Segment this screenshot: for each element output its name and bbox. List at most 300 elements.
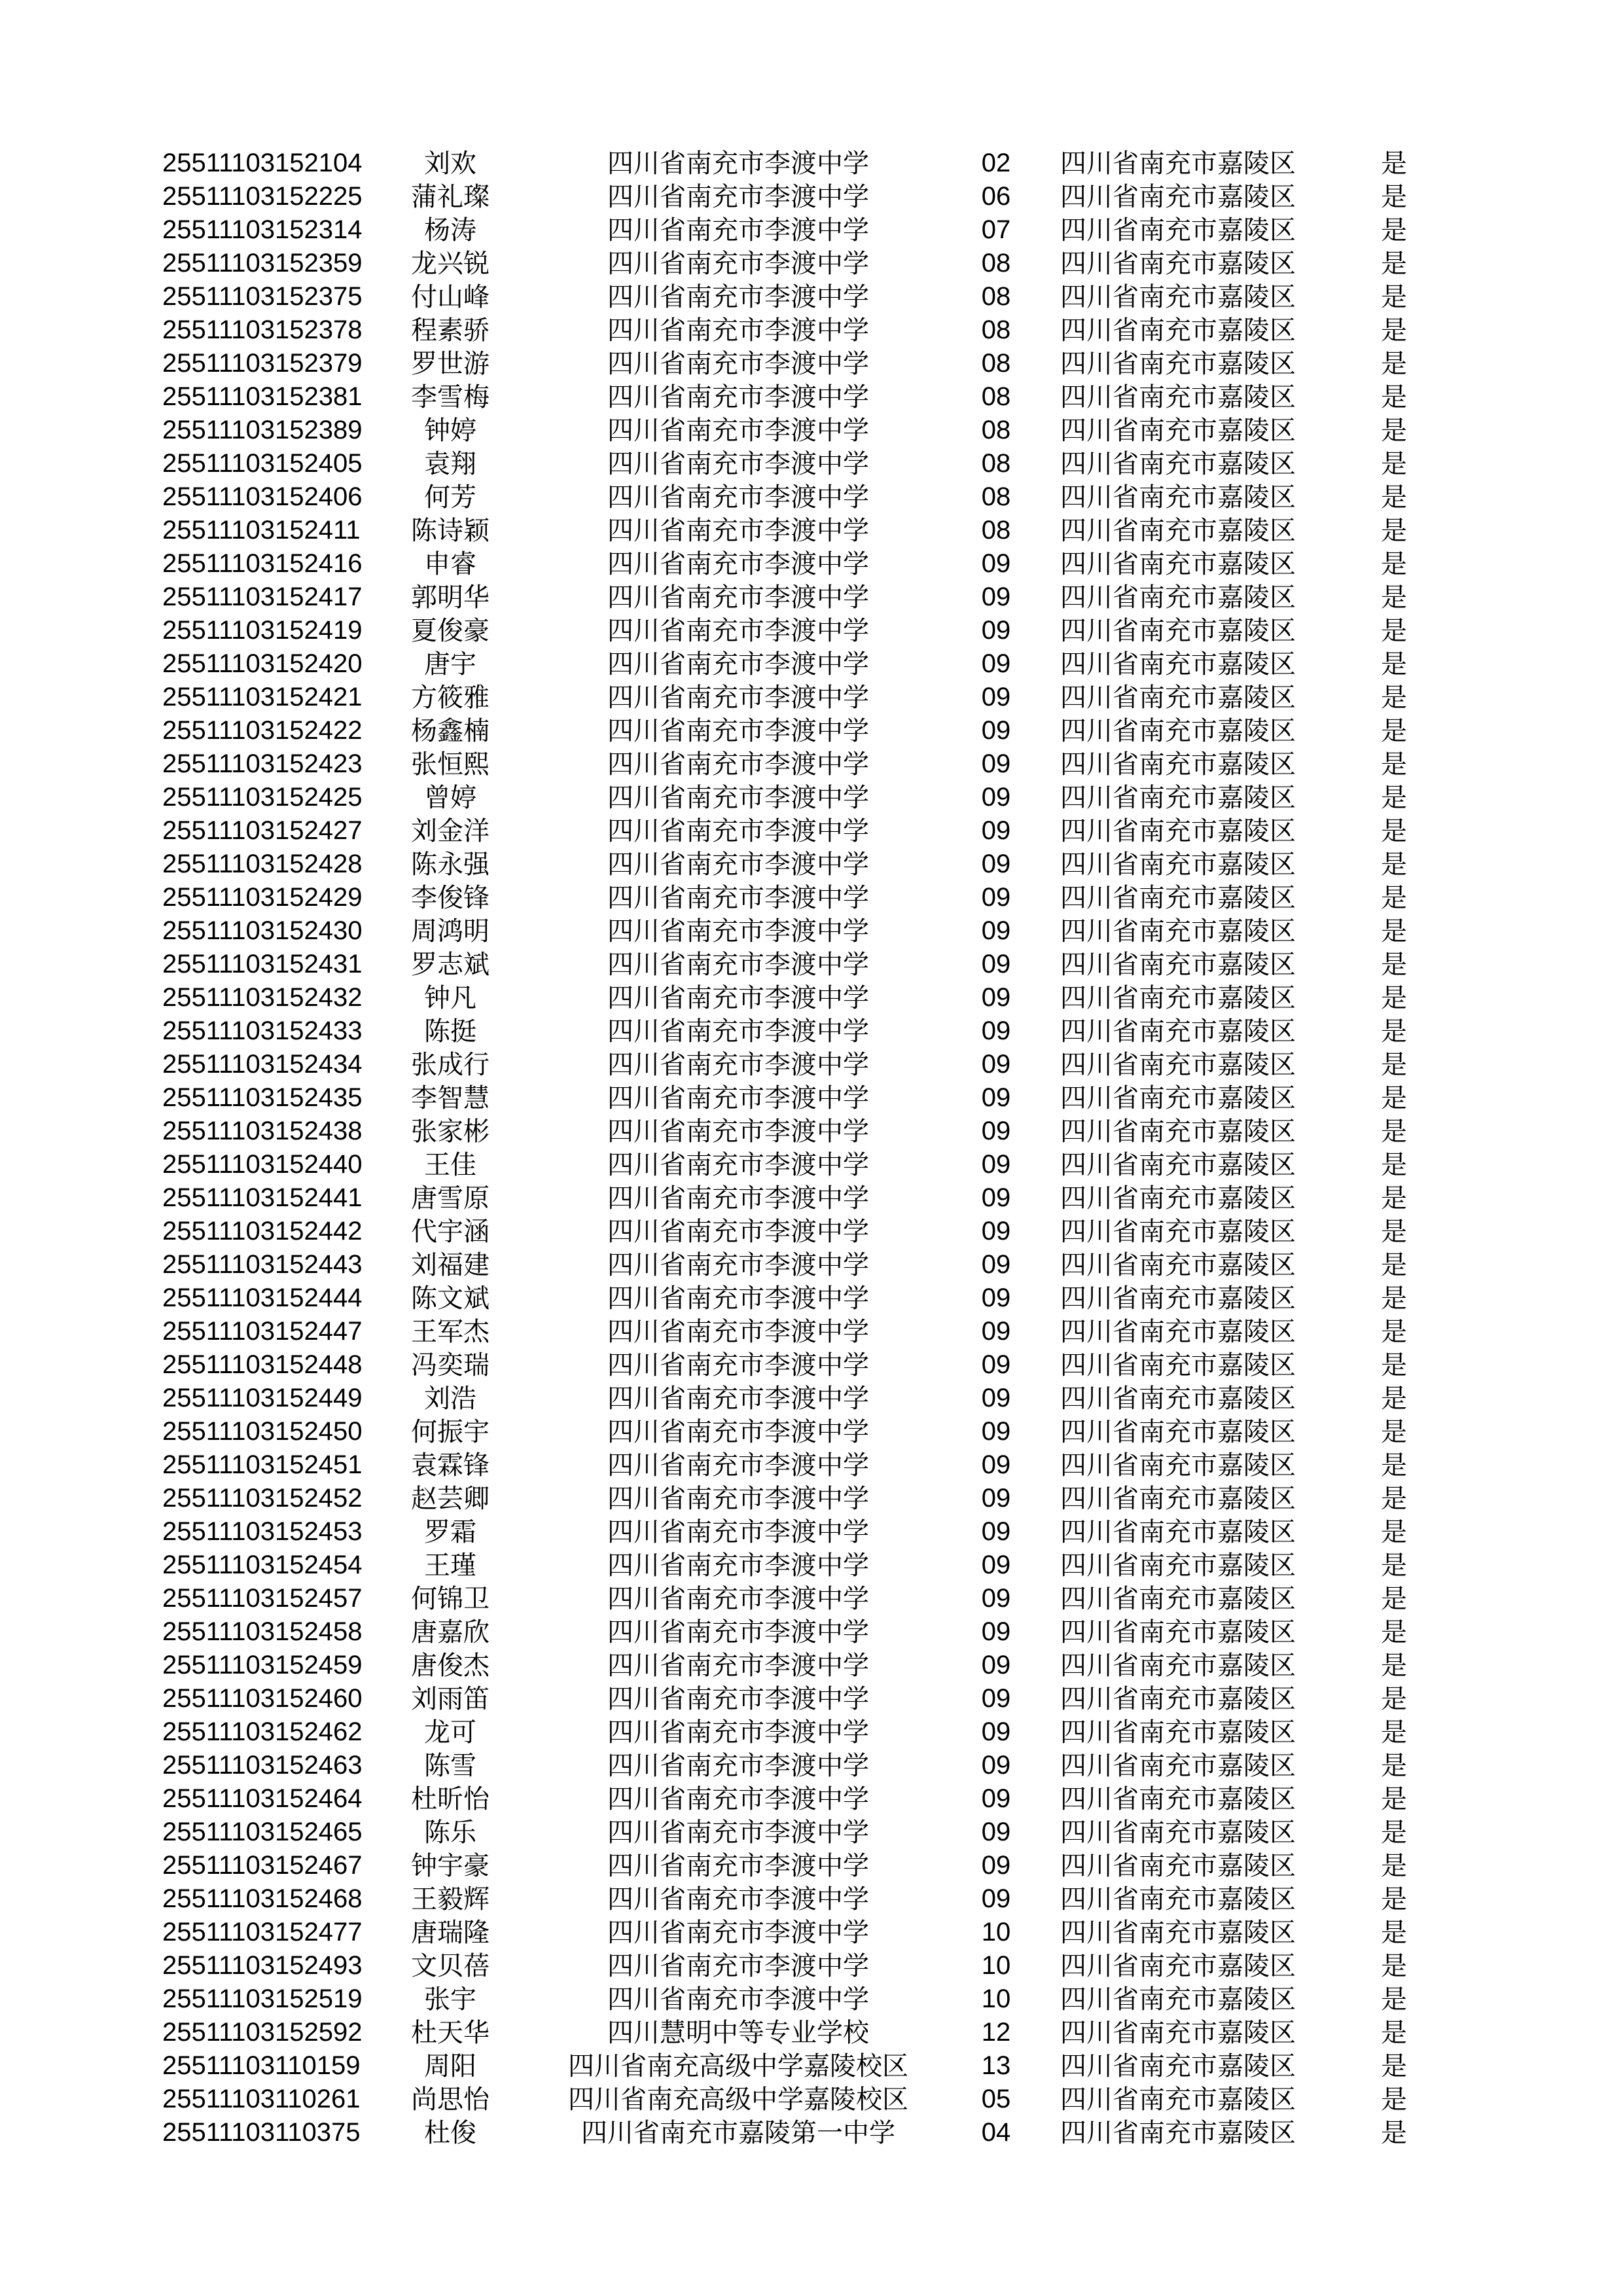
- exam-id-cell: 25511103152493: [162, 1951, 363, 1980]
- class-cell: 09: [981, 1551, 1011, 1579]
- district-cell: 四川省南充市嘉陵区: [1060, 2051, 1296, 2081]
- exam-id-cell: 25511103152429: [162, 883, 363, 912]
- school-cell: 四川省南充市李渡中学: [607, 1984, 869, 2014]
- district-cell: 四川省南充市嘉陵区: [1060, 1951, 1296, 1981]
- table-row: [0, 1816, 1623, 1849]
- exam-id-cell: 25511103152359: [162, 249, 363, 278]
- confirmed-cell: 是: [1381, 916, 1407, 946]
- name-cell: 陈乐: [424, 1818, 476, 1847]
- table-row: [0, 948, 1623, 981]
- confirmed-cell: 是: [1381, 1183, 1407, 1213]
- school-cell: 四川省南充市李渡中学: [607, 1317, 869, 1346]
- confirmed-cell: 是: [1381, 1851, 1407, 1880]
- confirmed-cell: 是: [1381, 816, 1407, 846]
- table-row: [0, 380, 1623, 414]
- confirmed-cell: 是: [1381, 649, 1407, 679]
- school-cell: 四川省南充市李渡中学: [607, 1083, 869, 1113]
- class-cell: 08: [981, 249, 1011, 278]
- class-cell: 09: [981, 1818, 1011, 1846]
- name-cell: 方筱雅: [411, 683, 490, 712]
- district-cell: 四川省南充市嘉陵区: [1060, 1984, 1296, 2014]
- table-row: [0, 2083, 1623, 2116]
- confirmed-cell: 是: [1381, 1584, 1407, 1613]
- confirmed-cell: 是: [1381, 482, 1407, 512]
- class-cell: 08: [981, 349, 1011, 378]
- confirmed-cell: 是: [1381, 1117, 1407, 1146]
- school-cell: 四川省南充市李渡中学: [607, 1417, 869, 1446]
- district-cell: 四川省南充市嘉陵区: [1060, 1183, 1296, 1213]
- table-row: [0, 1181, 1623, 1215]
- district-cell: 四川省南充市嘉陵区: [1060, 2085, 1296, 2114]
- name-cell: 何锦卫: [411, 1584, 490, 1613]
- class-cell: 09: [981, 1016, 1011, 1045]
- exam-id-cell: 25511103152465: [162, 1818, 363, 1846]
- school-cell: 四川省南充市李渡中学: [607, 983, 869, 1013]
- name-cell: 罗志斌: [411, 950, 490, 979]
- confirmed-cell: 是: [1381, 282, 1407, 312]
- name-cell: 申睿: [424, 549, 476, 579]
- class-cell: 02: [981, 149, 1011, 177]
- district-cell: 四川省南充市嘉陵区: [1060, 1651, 1296, 1680]
- confirmed-cell: 是: [1381, 1417, 1407, 1446]
- name-cell: 王佳: [424, 1150, 476, 1179]
- exam-id-cell: 25511103152419: [162, 616, 363, 645]
- district-cell: 四川省南充市嘉陵区: [1060, 1250, 1296, 1280]
- name-cell: 尚思怡: [411, 2085, 490, 2114]
- school-cell: 四川省南充市李渡中学: [607, 1450, 869, 1480]
- confirmed-cell: 是: [1381, 1984, 1407, 2014]
- name-cell: 龙兴锐: [411, 249, 490, 278]
- exam-id-cell: 25511103152225: [162, 182, 363, 211]
- district-cell: 四川省南充市嘉陵区: [1060, 1050, 1296, 1079]
- table-row: [0, 681, 1623, 714]
- exam-id-cell: 25511103152453: [162, 1517, 363, 1546]
- class-cell: 09: [981, 816, 1011, 845]
- confirmed-cell: 是: [1381, 249, 1407, 278]
- table-row: [0, 547, 1623, 581]
- district-cell: 四川省南充市嘉陵区: [1060, 1884, 1296, 1914]
- confirmed-cell: 是: [1381, 449, 1407, 478]
- name-cell: 杜俊: [424, 2118, 476, 2147]
- table-row: [0, 480, 1623, 514]
- confirmed-cell: 是: [1381, 1784, 1407, 1814]
- class-cell: 09: [981, 1083, 1011, 1112]
- exam-id-cell: 25511103152459: [162, 1651, 363, 1679]
- class-cell: 09: [981, 616, 1011, 645]
- class-cell: 08: [981, 449, 1011, 478]
- confirmed-cell: 是: [1381, 1450, 1407, 1480]
- confirmed-cell: 是: [1381, 1317, 1407, 1346]
- district-cell: 四川省南充市嘉陵区: [1060, 315, 1296, 345]
- confirmed-cell: 是: [1381, 749, 1407, 779]
- class-cell: 13: [981, 2051, 1011, 2080]
- exam-id-cell: 25511103152441: [162, 1183, 363, 1212]
- district-cell: 四川省南充市嘉陵区: [1060, 1584, 1296, 1613]
- table-row: [0, 1582, 1623, 1615]
- table-row: [0, 1014, 1623, 1048]
- exam-id-cell: 25511103152433: [162, 1016, 363, 1045]
- confirmed-cell: 是: [1381, 1250, 1407, 1280]
- class-cell: 12: [981, 2018, 1011, 2047]
- district-cell: 四川省南充市嘉陵区: [1060, 916, 1296, 946]
- name-cell: 李智慧: [411, 1083, 490, 1113]
- district-cell: 四川省南充市嘉陵区: [1060, 549, 1296, 579]
- table-row: [0, 314, 1623, 347]
- student-table: [0, 147, 1623, 2149]
- confirmed-cell: 是: [1381, 549, 1407, 579]
- school-cell: 四川省南充市李渡中学: [607, 1884, 869, 1914]
- class-cell: 09: [981, 1851, 1011, 1880]
- confirmed-cell: 是: [1381, 850, 1407, 879]
- table-row: [0, 1148, 1623, 1181]
- exam-id-cell: 25511103152464: [162, 1784, 363, 1813]
- exam-id-cell: 25511103152460: [162, 1684, 363, 1713]
- school-cell: 四川省南充市李渡中学: [607, 1551, 869, 1580]
- table-row: [0, 1916, 1623, 1949]
- class-cell: 09: [981, 883, 1011, 912]
- table-row: [0, 781, 1623, 814]
- confirmed-cell: 是: [1381, 2118, 1407, 2147]
- name-cell: 张恒熙: [411, 749, 490, 779]
- name-cell: 陈文斌: [411, 1283, 490, 1313]
- table-row: [0, 1348, 1623, 1382]
- class-cell: 09: [981, 749, 1011, 778]
- district-cell: 四川省南充市嘉陵区: [1060, 1751, 1296, 1780]
- school-cell: 四川省南充市李渡中学: [607, 149, 869, 178]
- exam-id-cell: 25511103152468: [162, 1884, 363, 1913]
- name-cell: 杨鑫楠: [411, 716, 490, 745]
- exam-id-cell: 25511103152451: [162, 1450, 363, 1479]
- district-cell: 四川省南充市嘉陵区: [1060, 1717, 1296, 1747]
- school-cell: 四川省南充市李渡中学: [607, 1283, 869, 1313]
- confirmed-cell: 是: [1381, 516, 1407, 545]
- school-cell: 四川省南充市李渡中学: [607, 215, 869, 245]
- table-row: [0, 1248, 1623, 1282]
- district-cell: 四川省南充市嘉陵区: [1060, 382, 1296, 412]
- confirmed-cell: 是: [1381, 1717, 1407, 1747]
- class-cell: 09: [981, 583, 1011, 611]
- table-row: [0, 414, 1623, 447]
- school-cell: 四川省南充市李渡中学: [607, 449, 869, 478]
- name-cell: 袁翔: [424, 449, 476, 478]
- name-cell: 钟宇豪: [411, 1851, 490, 1880]
- school-cell: 四川省南充市李渡中学: [607, 349, 869, 378]
- class-cell: 08: [981, 282, 1011, 311]
- name-cell: 杜天华: [411, 2018, 490, 2047]
- class-cell: 08: [981, 315, 1011, 344]
- class-cell: 05: [981, 2085, 1011, 2113]
- district-cell: 四川省南充市嘉陵区: [1060, 883, 1296, 912]
- school-cell: 四川省南充市李渡中学: [607, 1651, 869, 1680]
- exam-id-cell: 25511103152431: [162, 950, 363, 978]
- confirmed-cell: 是: [1381, 1551, 1407, 1580]
- class-cell: 09: [981, 1584, 1011, 1613]
- table-row: [0, 848, 1623, 881]
- table-row: [0, 1282, 1623, 1315]
- school-cell: 四川省南充市李渡中学: [607, 1183, 869, 1213]
- class-cell: 09: [981, 850, 1011, 878]
- confirmed-cell: 是: [1381, 983, 1407, 1013]
- confirmed-cell: 是: [1381, 1350, 1407, 1380]
- exam-id-cell: 25511103152519: [162, 1984, 363, 2013]
- school-cell: 四川省南充市李渡中学: [607, 1350, 869, 1380]
- exam-id-cell: 25511103152314: [162, 215, 363, 244]
- school-cell: 四川省南充市李渡中学: [607, 315, 869, 345]
- school-cell: 四川省南充市李渡中学: [607, 616, 869, 645]
- district-cell: 四川省南充市嘉陵区: [1060, 1784, 1296, 1814]
- name-cell: 唐嘉欣: [411, 1617, 490, 1647]
- table-row: [0, 1615, 1623, 1649]
- district-cell: 四川省南充市嘉陵区: [1060, 583, 1296, 612]
- exam-id-cell: 25511103152411: [162, 516, 361, 545]
- table-row: [0, 1315, 1623, 1348]
- table-row: [0, 2116, 1623, 2149]
- exam-id-cell: 25511103152444: [162, 1283, 363, 1312]
- exam-id-cell: 25511103152448: [162, 1350, 363, 1379]
- district-cell: 四川省南充市嘉陵区: [1060, 1818, 1296, 1847]
- class-cell: 09: [981, 1684, 1011, 1713]
- class-cell: 10: [981, 1951, 1011, 1980]
- class-cell: 08: [981, 382, 1011, 411]
- school-cell: 四川省南充市李渡中学: [607, 1918, 869, 1947]
- name-cell: 刘雨笛: [411, 1684, 490, 1713]
- district-cell: 四川省南充市嘉陵区: [1060, 482, 1296, 512]
- school-cell: 四川省南充市李渡中学: [607, 850, 869, 879]
- school-cell: 四川省南充市李渡中学: [607, 883, 869, 912]
- table-row: [0, 180, 1623, 213]
- name-cell: 陈永强: [411, 850, 490, 879]
- school-cell: 四川省南充市李渡中学: [607, 482, 869, 512]
- table-row: [0, 881, 1623, 914]
- exam-id-cell: 25511103152454: [162, 1551, 363, 1579]
- confirmed-cell: 是: [1381, 2051, 1407, 2081]
- table-row: [0, 747, 1623, 781]
- name-cell: 袁霖锋: [411, 1450, 490, 1480]
- name-cell: 唐瑞隆: [411, 1918, 490, 1947]
- confirmed-cell: 是: [1381, 382, 1407, 412]
- confirmed-cell: 是: [1381, 416, 1407, 445]
- class-cell: 09: [981, 1150, 1011, 1179]
- name-cell: 唐宇: [424, 649, 476, 679]
- confirmed-cell: 是: [1381, 1651, 1407, 1680]
- district-cell: 四川省南充市嘉陵区: [1060, 1484, 1296, 1513]
- name-cell: 冯奕瑞: [411, 1350, 490, 1380]
- school-cell: 四川省南充市李渡中学: [607, 1784, 869, 1814]
- class-cell: 04: [981, 2118, 1011, 2147]
- name-cell: 周阳: [424, 2051, 476, 2081]
- exam-id-cell: 25511103152442: [162, 1217, 363, 1246]
- table-row: [0, 2049, 1623, 2083]
- exam-id-cell: 25511103152467: [162, 1851, 363, 1880]
- school-cell: 四川省南充市李渡中学: [607, 749, 869, 779]
- name-cell: 代宇涵: [411, 1217, 490, 1246]
- district-cell: 四川省南充市嘉陵区: [1060, 1317, 1296, 1346]
- name-cell: 刘福建: [411, 1250, 490, 1280]
- school-cell: 四川省南充市李渡中学: [607, 683, 869, 712]
- district-cell: 四川省南充市嘉陵区: [1060, 249, 1296, 278]
- table-row: [0, 581, 1623, 614]
- confirmed-cell: 是: [1381, 783, 1407, 812]
- name-cell: 王毅辉: [411, 1884, 490, 1914]
- district-cell: 四川省南充市嘉陵区: [1060, 1417, 1296, 1446]
- table-row: [0, 1982, 1623, 2016]
- district-cell: 四川省南充市嘉陵区: [1060, 2018, 1296, 2047]
- name-cell: 蒲礼璨: [411, 182, 490, 211]
- school-cell: 四川省南充市李渡中学: [607, 1684, 869, 1713]
- name-cell: 曾婷: [424, 783, 476, 812]
- exam-id-cell: 25511103152389: [162, 416, 363, 444]
- school-cell: 四川省南充市李渡中学: [607, 249, 869, 278]
- name-cell: 唐俊杰: [411, 1651, 490, 1680]
- school-cell: 四川省南充市李渡中学: [607, 1117, 869, 1146]
- exam-id-cell: 25511103152452: [162, 1484, 363, 1513]
- class-cell: 09: [981, 1050, 1011, 1079]
- name-cell: 杨涛: [424, 215, 476, 245]
- name-cell: 张成行: [411, 1050, 490, 1079]
- table-row: [0, 814, 1623, 848]
- district-cell: 四川省南充市嘉陵区: [1060, 1617, 1296, 1647]
- table-row: [0, 1448, 1623, 1482]
- exam-id-cell: 25511103152458: [162, 1617, 363, 1646]
- exam-id-cell: 25511103110375: [162, 2118, 361, 2147]
- class-cell: 09: [981, 1751, 1011, 1780]
- exam-id-cell: 25511103152417: [162, 583, 363, 611]
- name-cell: 张宇: [424, 1984, 476, 2014]
- confirmed-cell: 是: [1381, 1217, 1407, 1246]
- confirmed-cell: 是: [1381, 950, 1407, 979]
- exam-id-cell: 25511103152432: [162, 983, 363, 1012]
- confirmed-cell: 是: [1381, 683, 1407, 712]
- name-cell: 赵芸卿: [411, 1484, 490, 1513]
- class-cell: 09: [981, 1217, 1011, 1246]
- confirmed-cell: 是: [1381, 1083, 1407, 1113]
- district-cell: 四川省南充市嘉陵区: [1060, 1016, 1296, 1046]
- school-cell: 四川慧明中等专业学校: [607, 2018, 869, 2047]
- district-cell: 四川省南充市嘉陵区: [1060, 1450, 1296, 1480]
- class-cell: 06: [981, 182, 1011, 211]
- school-cell: 四川省南充市李渡中学: [607, 1851, 869, 1880]
- confirmed-cell: 是: [1381, 716, 1407, 745]
- table-row: [0, 1115, 1623, 1148]
- class-cell: 09: [981, 1250, 1011, 1279]
- school-cell: 四川省南充市李渡中学: [607, 649, 869, 679]
- table-row: [0, 1682, 1623, 1715]
- table-row: [0, 280, 1623, 314]
- school-cell: 四川省南充市李渡中学: [607, 1751, 869, 1780]
- class-cell: 09: [981, 1784, 1011, 1813]
- school-cell: 四川省南充市李渡中学: [607, 282, 869, 312]
- class-cell: 09: [981, 1717, 1011, 1746]
- school-cell: 四川省南充市嘉陵第一中学: [581, 2118, 895, 2147]
- exam-id-cell: 25511103152381: [162, 382, 363, 411]
- exam-id-cell: 25511103152443: [162, 1250, 363, 1279]
- exam-id-cell: 25511103152416: [162, 549, 363, 578]
- district-cell: 四川省南充市嘉陵区: [1060, 1283, 1296, 1313]
- school-cell: 四川省南充市李渡中学: [607, 716, 869, 745]
- school-cell: 四川省南充市李渡中学: [607, 1617, 869, 1647]
- table-row: [0, 1749, 1623, 1782]
- name-cell: 王军杰: [411, 1317, 490, 1346]
- exam-id-cell: 25511103152378: [162, 315, 363, 344]
- school-cell: 四川省南充市李渡中学: [607, 1250, 869, 1280]
- school-cell: 四川省南充高级中学嘉陵校区: [568, 2051, 908, 2081]
- table-row: [0, 614, 1623, 647]
- confirmed-cell: 是: [1381, 1517, 1407, 1547]
- class-cell: 10: [981, 1918, 1011, 1946]
- confirmed-cell: 是: [1381, 1918, 1407, 1947]
- table-row: [0, 714, 1623, 747]
- name-cell: 夏俊豪: [411, 616, 490, 645]
- school-cell: 四川省南充市李渡中学: [607, 1384, 869, 1413]
- school-cell: 四川省南充市李渡中学: [607, 1484, 869, 1513]
- table-row: [0, 1382, 1623, 1415]
- district-cell: 四川省南充市嘉陵区: [1060, 1150, 1296, 1179]
- district-cell: 四川省南充市嘉陵区: [1060, 1551, 1296, 1580]
- school-cell: 四川省南充市李渡中学: [607, 182, 869, 211]
- district-cell: 四川省南充市嘉陵区: [1060, 683, 1296, 712]
- district-cell: 四川省南充市嘉陵区: [1060, 1350, 1296, 1380]
- exam-id-cell: 25511103152477: [162, 1918, 363, 1946]
- district-cell: 四川省南充市嘉陵区: [1060, 983, 1296, 1013]
- confirmed-cell: 是: [1381, 1884, 1407, 1914]
- table-row: [0, 1849, 1623, 1882]
- name-cell: 李俊锋: [411, 883, 490, 912]
- exam-id-cell: 25511103152449: [162, 1384, 363, 1412]
- confirmed-cell: 是: [1381, 1751, 1407, 1780]
- district-cell: 四川省南充市嘉陵区: [1060, 1851, 1296, 1880]
- district-cell: 四川省南充市嘉陵区: [1060, 1083, 1296, 1113]
- exam-id-cell: 25511103152104: [162, 149, 363, 177]
- table-row: [0, 147, 1623, 180]
- table-row: [0, 1949, 1623, 1982]
- exam-id-cell: 25511103152435: [162, 1083, 363, 1112]
- exam-id-cell: 25511103152428: [162, 850, 363, 878]
- school-cell: 四川省南充市李渡中学: [607, 1050, 869, 1079]
- name-cell: 刘欢: [424, 149, 476, 178]
- school-cell: 四川省南充市李渡中学: [607, 516, 869, 545]
- confirmed-cell: 是: [1381, 1484, 1407, 1513]
- table-row: [0, 1649, 1623, 1682]
- district-cell: 四川省南充市嘉陵区: [1060, 149, 1296, 178]
- exam-id-cell: 25511103152421: [162, 683, 363, 711]
- exam-id-cell: 25511103152592: [162, 2018, 363, 2047]
- district-cell: 四川省南充市嘉陵区: [1060, 1517, 1296, 1547]
- name-cell: 郭明华: [411, 583, 490, 612]
- name-cell: 刘浩: [424, 1384, 476, 1413]
- district-cell: 四川省南充市嘉陵区: [1060, 816, 1296, 846]
- table-row: [0, 1715, 1623, 1749]
- table-row: [0, 1415, 1623, 1448]
- name-cell: 张家彬: [411, 1117, 490, 1146]
- school-cell: 四川省南充市李渡中学: [607, 549, 869, 579]
- school-cell: 四川省南充市李渡中学: [607, 916, 869, 946]
- school-cell: 四川省南充市李渡中学: [607, 416, 869, 445]
- confirmed-cell: 是: [1381, 883, 1407, 912]
- name-cell: 陈挺: [424, 1016, 476, 1046]
- district-cell: 四川省南充市嘉陵区: [1060, 282, 1296, 312]
- school-cell: 四川省南充市李渡中学: [607, 783, 869, 812]
- exam-id-cell: 25511103152379: [162, 349, 363, 378]
- class-cell: 09: [981, 916, 1011, 945]
- confirmed-cell: 是: [1381, 1384, 1407, 1413]
- district-cell: 四川省南充市嘉陵区: [1060, 1384, 1296, 1413]
- class-cell: 09: [981, 549, 1011, 578]
- table-row: [0, 914, 1623, 948]
- exam-id-cell: 25511103110159: [162, 2051, 361, 2080]
- class-cell: 09: [981, 649, 1011, 678]
- school-cell: 四川省南充市李渡中学: [607, 382, 869, 412]
- class-cell: 09: [981, 1350, 1011, 1379]
